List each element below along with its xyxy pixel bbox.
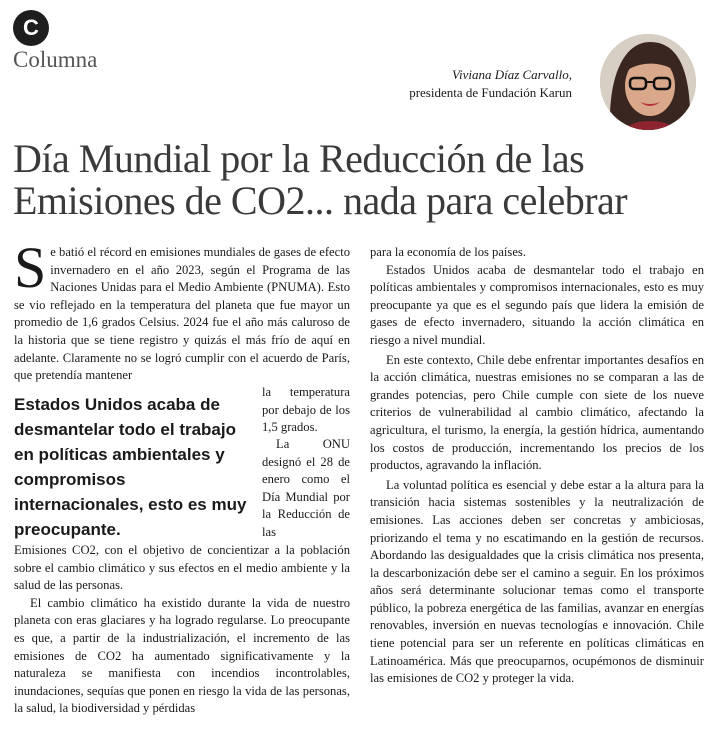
pull-quote: Estados Unidos acaba de desmantelar todo el trabajo en políticas ambientales y compromisos internacionales, esto es muy preocupante. bbox=[14, 395, 247, 539]
body-column-1-lower bbox=[14, 542, 350, 718]
paragraph-7: La voluntad política es esencial y debe estar a la altura para la transición hacia sistemas sostenibles y la neutralización de emisiones. Las acciones deben ser concretas y ambiciosas, priorizando el tema y no escatimando en la gestión de recursos. Abordando las desigualdades que la crisis climática nos presenta, la descarbonización debe ser el camino a seguir. En los próximos años será determinante solucionar temas como el transporte público, la pobreza energética de las familias, avanzar en energías renovables, inversión en nuevas tecnologías e innovación. Chile tiene potencial para ser un referente en políticas climáticas en Latinoamérica. Más que preocuparnos, ocupémonos de disminuir las emisiones de CO2 y proteger la vida. bbox=[370, 477, 704, 686]
paragraph-2-start: La ONU designó el 28 de enero como el Día Mundial por la Reducción de las bbox=[262, 437, 350, 539]
author-photo bbox=[600, 34, 696, 130]
paragraph-6: En este contexto, Chile debe enfrentar importantes desafíos en la acción climática, nuestras emisiones no se comparan a las de grandes potencias, pero Chile cumple con siete de los nueve criterios de vulnerabilidad al cambio climático, afectando la agricultura, el turismo, la energía, la gestión hídrica, aumentando los costos de producción, incrementando los precios de los productos, agravando la inflación. bbox=[370, 352, 704, 473]
section-label: Columna bbox=[13, 47, 98, 72]
body-column-1 bbox=[14, 235, 350, 385]
section-logo: C bbox=[13, 10, 49, 46]
paragraph-5: Estados Unidos acaba de desmantelar todo el trabajo en políticas ambientales y compromisos internacionales, esto es muy preocupante ya que es el segundo país que lidera la emisión de gases de efecto invernadero, situando la acción climática en riesgo a nivel mundial. bbox=[370, 262, 704, 347]
author-name: Viviana Díaz Carvallo, bbox=[451, 67, 572, 82]
paragraph-3: El cambio climático ha existido durante la vida de nuestro planeta con eras glaciares y ha logrado regularse. Lo preocupante es que, a partir de la industrialización, el incremento de las emisiones de CO2 ha aumentado significativamente y la naturaleza se manifiesta con incendios incontrolables, inundaciones, sequías que ponen en riesgo la vida de las personas, la salud, la biodiversidad y pérdidas bbox=[14, 595, 350, 716]
drop-cap: S bbox=[14, 235, 47, 300]
paragraph-2-end: Emisiones CO2, con el objetivo de concientizar a la población sobre el cambio climático y sus efectos en el medio ambiente y la salud de las personas. bbox=[14, 543, 350, 593]
paragraph-1-end: la temperatura por debajo de los 1,5 grados. bbox=[262, 385, 350, 435]
paragraph-4-end: para la economía de los países. bbox=[370, 245, 526, 259]
headline: Día Mundial por la Reducción de las Emisiones de CO2... nada para celebrar bbox=[13, 136, 628, 223]
author-byline bbox=[409, 66, 572, 102]
paragraph-1: e batió el récord en emisiones mundiales de gases de efecto invernadero en el año 2023, según el Programa de las Naciones Unidas para el Medio Ambiente (PNUMA). Esto se vio reflejado en la temperatura del planeta que fue mayor un promedio de 1,6 grados Celsius. 2024 fue el año más caluroso de la historia que se tiene registro y quizás el más frío de aquí en adelante. Claramente no se logró cumplir con el acuerdo de París, que pretendía mantener bbox=[14, 245, 350, 383]
body-column-2 bbox=[370, 244, 704, 688]
author-role: presidenta de Fundación Karun bbox=[409, 85, 572, 100]
author-portrait-icon bbox=[600, 34, 696, 130]
